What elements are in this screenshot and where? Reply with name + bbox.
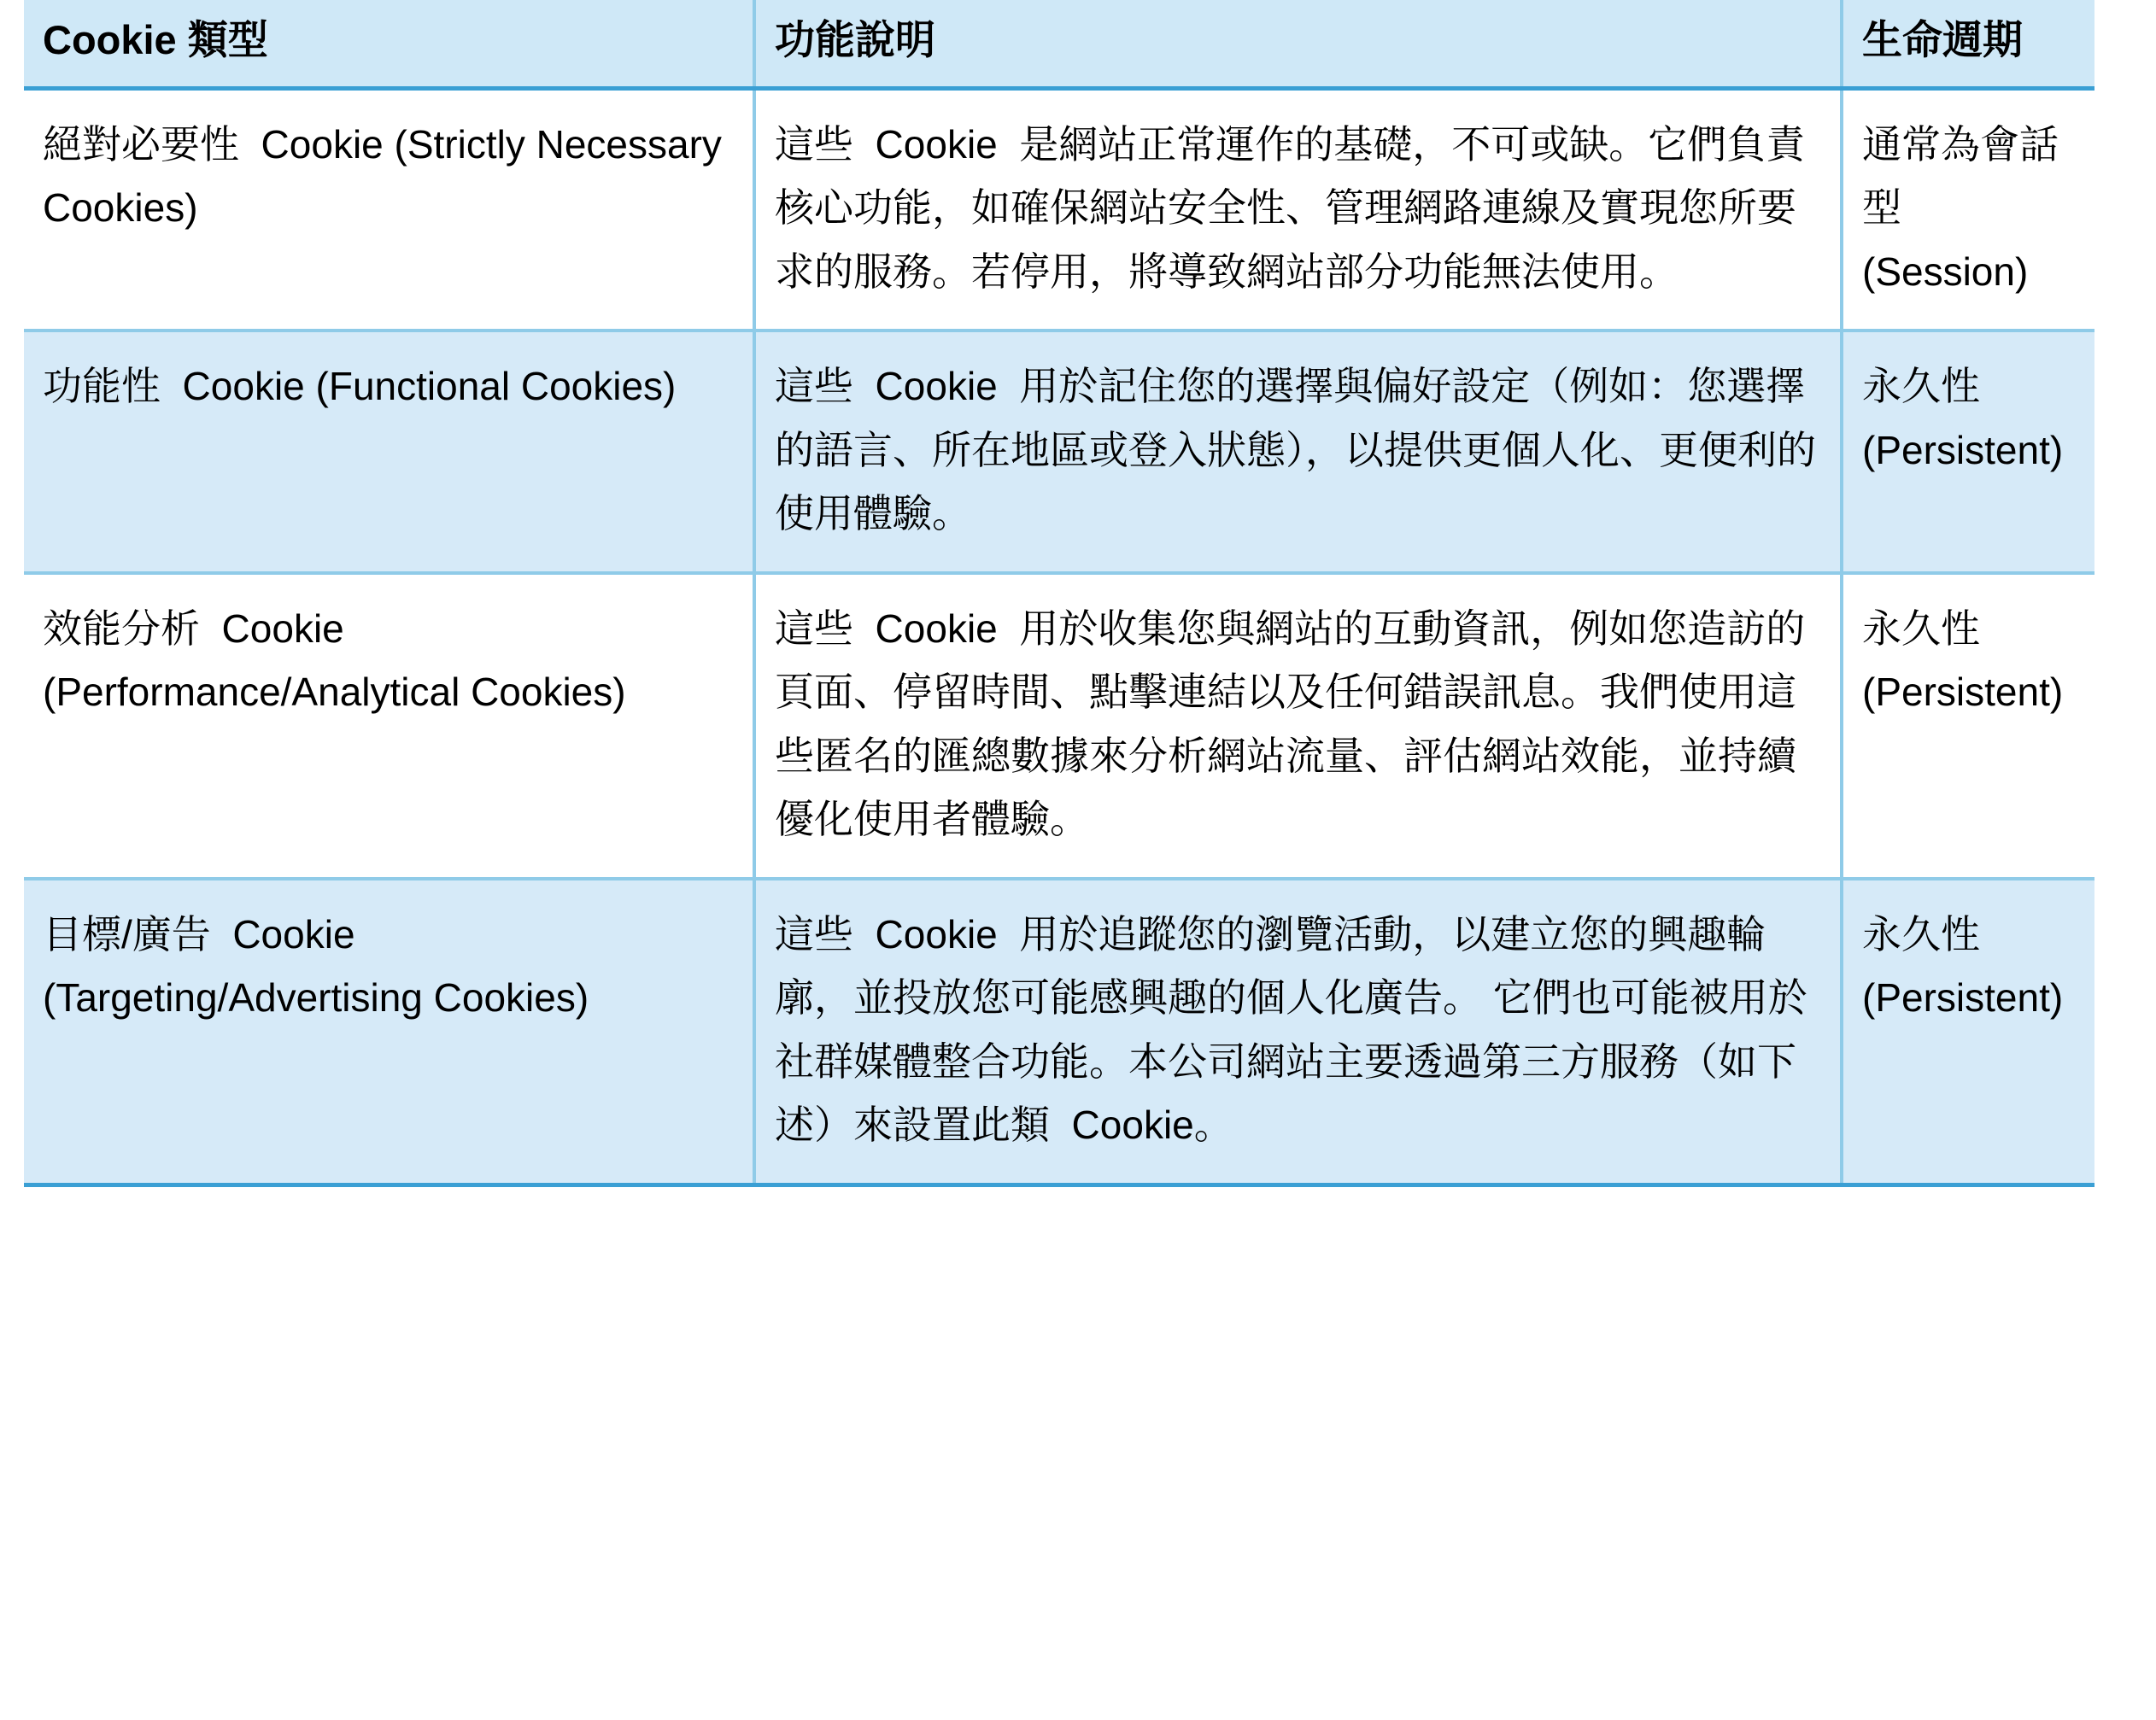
table-header-row xyxy=(24,0,2094,88)
cell-cookie-type xyxy=(24,88,754,331)
cell-lifecycle xyxy=(1842,331,2094,573)
lifecycle-text: 永久性 (Persistent) xyxy=(1862,364,2064,472)
cell-cookie-type xyxy=(24,573,754,879)
table-body xyxy=(24,88,2094,1185)
description-text: 這些 Cookie 用於記住您的選擇與偏好設定（例如：您選擇的語言、所在地區或登入狀態），以提供更個人化、更便利的使用體驗。 xyxy=(775,364,1816,536)
cookie-types-table xyxy=(24,0,2094,1187)
table-header xyxy=(24,0,2094,88)
table-row xyxy=(24,88,2094,331)
description-text: 這些 Cookie 用於追蹤您的瀏覽活動，以建立您的興趣輪廓，並投放您可能感興趣的個人化廣告。 它們也可能被用於社群媒體整合功能。本公司網站主要透過第三方服務（如下述）來設置此類 Cookie。 xyxy=(775,911,1807,1148)
table-row xyxy=(24,331,2094,573)
cell-cookie-type xyxy=(24,879,754,1185)
column-header-description: 功能說明 xyxy=(754,0,1842,88)
cookie-type-text: 功能性 Cookie (Functional Cookies) xyxy=(43,364,677,409)
description-text: 這些 Cookie 用於收集您與網站的互動資訊，例如您造訪的頁面、停留時間、點擊連結以及任何錯誤訊息。我們使用這些匿名的匯總數據來分析網站流量、評估網站效能，並持續優化使用者體驗。 xyxy=(775,606,1806,842)
cell-lifecycle xyxy=(1842,573,2094,879)
lifecycle-text: 永久性 (Persistent) xyxy=(1862,911,2064,1021)
cookie-type-text: 目標/廣告 Cookie (Targeting/Advertising Cookies) xyxy=(43,911,589,1021)
lifecycle-text: 通常為會話型 (Session) xyxy=(1862,121,2059,294)
cell-cookie-type xyxy=(24,331,754,573)
table-row xyxy=(24,879,2094,1185)
cell-description xyxy=(754,573,1842,879)
cell-description xyxy=(754,331,1842,573)
cell-description xyxy=(754,88,1842,331)
column-header-lifecycle: 生命週期 xyxy=(1842,0,2094,88)
cell-description xyxy=(754,879,1842,1185)
cookie-type-text: 效能分析 Cookie (Performance/Analytical Cookies) xyxy=(43,606,626,715)
cell-lifecycle xyxy=(1842,879,2094,1185)
lifecycle-text: 永久性 (Persistent) xyxy=(1862,606,2064,715)
description-text: 這些 Cookie 是網站正常運作的基礎，不可或缺。它們負責核心功能，如確保網站安全性、管理網路連線及實現您所要求的服務。若停用，將導致網站部分功能無法使用。 xyxy=(775,121,1806,294)
table-row xyxy=(24,573,2094,879)
cookie-type-text: 絕對必要性 Cookie (Strictly Necessary Cookies) xyxy=(43,121,733,231)
column-header-cookie-type: Cookie 類型 xyxy=(24,0,754,88)
cell-lifecycle xyxy=(1842,88,2094,331)
